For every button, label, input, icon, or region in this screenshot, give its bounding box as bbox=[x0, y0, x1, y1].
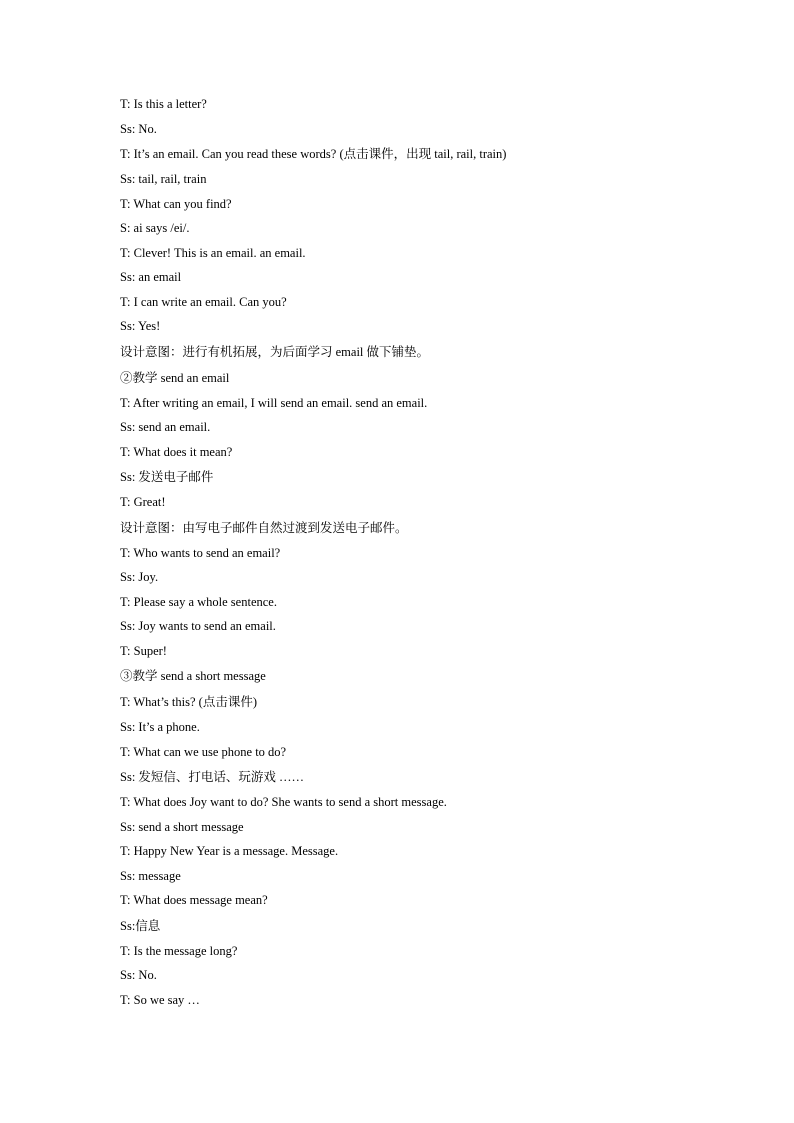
dialogue-line: T: What can we use phone to do? bbox=[120, 744, 287, 759]
dialogue-line: T: Please say a whole sentence. bbox=[120, 594, 277, 609]
lesson-dialogue bbox=[120, 93, 720, 1013]
dialogue-line: S: ai says /ei/. bbox=[120, 221, 190, 235]
dialogue-line: T: Super! bbox=[120, 643, 167, 658]
dialogue-line: Ss: Joy wants to send an email. bbox=[120, 619, 276, 633]
dialogue-line: Ss: 发短信、打电话、玩游戏 …… bbox=[120, 770, 305, 784]
dialogue-line: T: After writing an email, I will send an email. send an email. bbox=[120, 395, 428, 410]
section-heading: ②教学 send an email bbox=[120, 370, 230, 385]
dialogue-line: T: I can write an email. Can you? bbox=[120, 294, 287, 309]
dialogue-line: T: Great! bbox=[120, 495, 166, 509]
dialogue-line: Ss:信息 bbox=[120, 918, 161, 933]
dialogue-line: T: What does message mean? bbox=[120, 893, 268, 907]
dialogue-line: Ss: send a short message bbox=[120, 819, 244, 834]
dialogue-line: Ss: message bbox=[120, 868, 181, 883]
dialogue-line: T: Who wants to send an email? bbox=[120, 545, 281, 560]
dialogue-line: T: Is the message long? bbox=[120, 943, 238, 958]
dialogue-line: T: Clever! This is an email. an email. bbox=[120, 245, 306, 260]
dialogue-line: Ss: No. bbox=[120, 121, 157, 136]
dialogue-line: T: What can you find? bbox=[120, 196, 232, 211]
dialogue-line: T: So we say … bbox=[120, 992, 200, 1007]
design-intent-note: 设计意图：进行有机拓展，为后面学习 email 做下铺垫。 bbox=[120, 344, 430, 359]
dialogue-line: T: It’s an email. Can you read these words? (点击课件，出现 tail, rail, train) bbox=[120, 147, 507, 161]
dialogue-line: T: What does it mean? bbox=[120, 444, 233, 459]
dialogue-line: Ss: 发送电子邮件 bbox=[120, 470, 214, 484]
dialogue-line: Ss: send an email. bbox=[120, 420, 211, 434]
section-heading: ③教学 send a short message bbox=[120, 669, 266, 683]
dialogue-line: T: What’s this? (点击课件) bbox=[120, 695, 257, 709]
dialogue-line: T: What does Joy want to do? She wants to send a short message. bbox=[120, 795, 447, 809]
design-intent-note: 设计意图：由写电子邮件自然过渡到发送电子邮件。 bbox=[120, 520, 408, 535]
dialogue-line: Ss: an email bbox=[120, 270, 182, 284]
dialogue-line: Ss: tail, rail, train bbox=[120, 172, 207, 186]
dialogue-line: Ss: It’s a phone. bbox=[120, 720, 200, 734]
dialogue-line: Ss: Joy. bbox=[120, 570, 159, 584]
dialogue-line: Ss: No. bbox=[120, 968, 157, 982]
dialogue-line: Ss: Yes! bbox=[120, 319, 161, 333]
dialogue-line: T: Is this a letter? bbox=[120, 97, 207, 111]
dialogue-line: T: Happy New Year is a message. Message. bbox=[120, 844, 339, 858]
